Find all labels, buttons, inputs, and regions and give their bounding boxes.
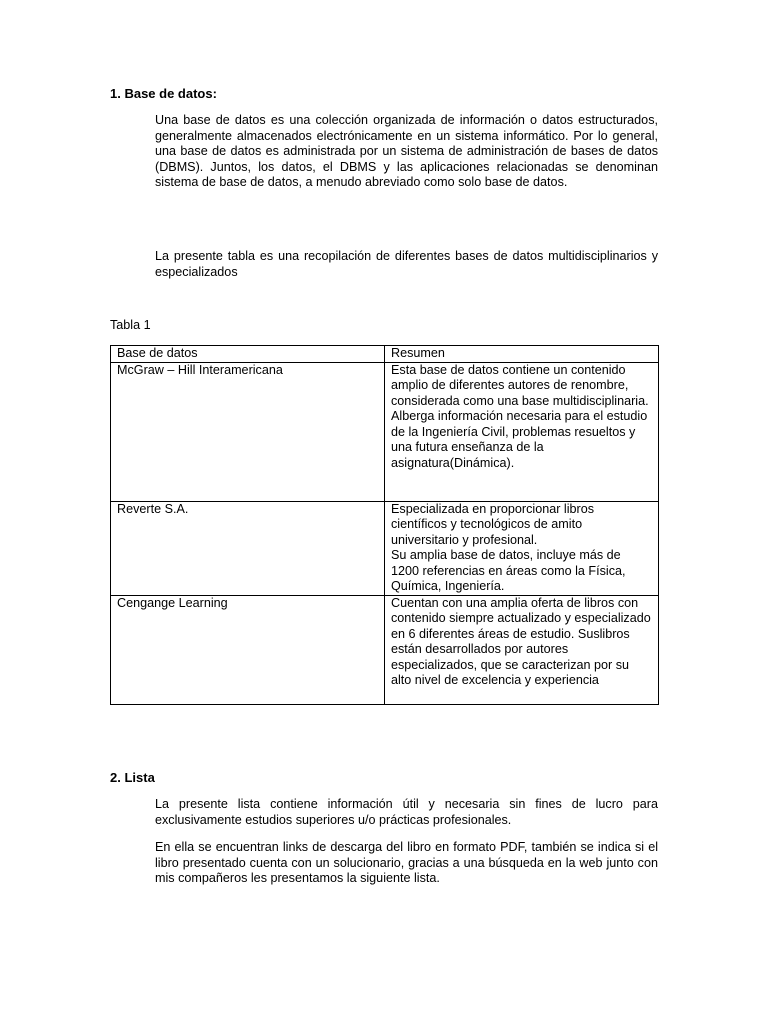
summary-part: Alberga información necesaria para el estudio de la Ingeniería Civil, problemas resueltos y una futura enseñanza de la asignatura(Dinámica). xyxy=(391,409,648,470)
summary-part: Su amplia base de datos, incluye más de 1200 referencias en áreas como la Física, Química, Ingeniería. xyxy=(391,548,626,593)
table-cell-database-name: McGraw – Hill Interamericana xyxy=(111,362,385,501)
table-cell-database-name: Reverte S.A. xyxy=(111,501,385,595)
summary-part: Cuentan con una amplia oferta de libros con contenido siempre actualizado y especializado en 6 diferentes áreas de estudio. Suslibros están desarrollados por autores especializados, que se caracterizan por su alto nivel de excelencia y experiencia xyxy=(391,595,651,687)
table-cell-summary xyxy=(385,501,659,595)
section2-paragraph-details: En ella se encuentran links de descarga del libro en formato PDF, también se indica si el libro presentado cuenta con un solucionario, gracias a una búsqueda en la web junto con mis compañeros les presentamos la siguiente lista. xyxy=(155,840,658,885)
summary-part: Especializada en proporcionar libros científicos y tecnológicos de amito universitario y profesional. xyxy=(391,501,595,547)
section1-paragraph-definition: Una base de datos es una colección organizada de información o datos estructurados, generalmente almacenados electrónicamente en un sistema informático. Por lo general, una base de datos es administrada por un sistema de administración de bases de datos (DBMS). Juntos, los datos, el DBMS y las aplicaciones relacionadas se denominan sistema de base de datos, a menudo abreviado como solo base de datos. xyxy=(155,113,658,189)
databases-table xyxy=(110,345,659,705)
section2-paragraph-purpose: La presente lista contiene información útil y necesaria sin fines de lucro para exclusivamente estudios superiores u/o prácticas profesionales. xyxy=(155,797,658,827)
section2-heading: 2. Lista xyxy=(110,770,155,785)
table-row xyxy=(111,362,659,501)
table-cell-summary xyxy=(385,362,659,501)
section1-heading: 1. Base de datos: xyxy=(110,86,217,101)
table-cell-database-name: Cengange Learning xyxy=(111,595,385,704)
table-row xyxy=(111,595,659,704)
summary-part: Esta base de datos contiene un contenido amplio de diferentes autores de renombre, considerada como una base multidisciplinaria. xyxy=(391,362,649,408)
table-row xyxy=(111,501,659,595)
table-header-summary: Resumen xyxy=(385,346,659,363)
section1-paragraph-table-intro: La presente tabla es una recopilación de diferentes bases de datos multidisciplinarios y especializados xyxy=(155,249,658,279)
table-header-row xyxy=(111,346,659,363)
table-cell-summary xyxy=(385,595,659,704)
table-header-database: Base de datos xyxy=(111,346,385,363)
table-caption: Tabla 1 xyxy=(110,318,151,332)
